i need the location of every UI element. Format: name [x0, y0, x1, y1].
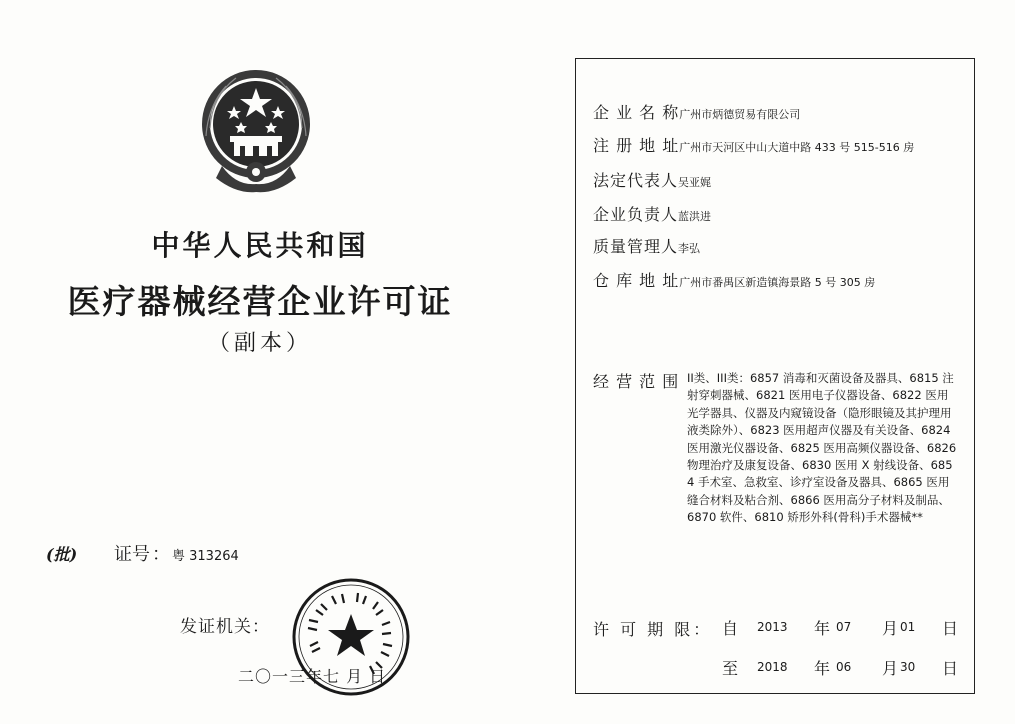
period-to-word: 至	[722, 659, 739, 678]
title-copy: （副本）	[207, 331, 312, 356]
field-label: 注 册 地 址	[593, 136, 680, 155]
period-from-month: 07	[836, 620, 852, 634]
period-year-word: 年	[814, 659, 831, 678]
title-country: 中华人民共和国	[151, 229, 369, 262]
period-from-year: 2013	[757, 620, 788, 634]
field-value: 吴亚娓	[678, 176, 712, 189]
field-value: 广州市天河区中山大道中路 433 号 515-516 房	[679, 141, 915, 154]
national-emblem	[196, 66, 316, 194]
cert-prefix: (批)	[46, 545, 78, 564]
period-month-word: 月	[882, 659, 899, 678]
cert-sep: ：	[152, 544, 170, 565]
issue-date: 二〇一三年七 月 日	[238, 667, 387, 686]
period-label: 许 可 期 限：	[593, 620, 713, 639]
field-value: 广州市炳德贸易有限公司	[679, 108, 801, 121]
field-enterprise-manager	[593, 202, 711, 225]
field-legal-representative	[593, 168, 711, 191]
period-day-word: 日	[942, 659, 959, 678]
field-registered-address	[593, 133, 914, 156]
title-license: 医疗器械经营企业许可证	[67, 282, 453, 321]
field-value: 广州市番禺区新造镇海景路 5 号 305 房	[679, 276, 876, 289]
field-label: 企 业 名 称	[593, 103, 680, 122]
cert-label: 证号	[114, 544, 150, 565]
field-value: 蓝洪进	[678, 210, 712, 223]
national-emblem-icon	[196, 66, 316, 194]
period-to-day: 30	[900, 660, 916, 674]
field-company-name	[593, 100, 800, 123]
scope-text: II类、III类：6857 消毒和灭菌设备及器具、6815 注射穿刺器械、6821 医用电子仪器设备、6822 医用光学器具、仪器及内窥镜设备（隐形眼镜及其护理用液类除外）、6823 医用超声仪器及有关设备、6824 医用激光仪器设备、6825 医用高频仪器设备、6826 物理治疗及康复设备、6830 医用 X 射线设备、6854 手术室、急救室、诊疗室设备及器具、6865 医用缝合材料及粘合剂、6866 医用高分子材料及制品、6870 软件、6810 矫形外科(骨科)手术器械**	[687, 371, 957, 525]
field-label: 法定代表人	[593, 171, 679, 190]
field-label: 企业负责人	[593, 205, 679, 224]
field-label: 质量管理人	[593, 237, 679, 256]
scope-label: 经 营 范 围	[593, 372, 680, 391]
period-month-word: 月	[882, 619, 899, 638]
period-to-year: 2018	[757, 660, 788, 674]
period-from-day: 01	[900, 620, 916, 634]
official-seal-icon	[290, 576, 412, 698]
issuer-label: 发证机关：	[180, 617, 270, 637]
period-from-word: 自	[722, 619, 739, 638]
field-label: 仓 库 地 址	[593, 271, 680, 290]
cert-number: 粤 313264	[172, 549, 239, 564]
field-quality-manager	[593, 234, 700, 257]
period-to-month: 06	[836, 660, 852, 674]
field-warehouse-address	[593, 268, 875, 291]
period-year-word: 年	[814, 619, 831, 638]
cert-number-row	[114, 540, 239, 566]
field-value: 李弘	[678, 242, 701, 255]
official-seal	[290, 576, 412, 698]
period-day-word: 日	[942, 619, 959, 638]
